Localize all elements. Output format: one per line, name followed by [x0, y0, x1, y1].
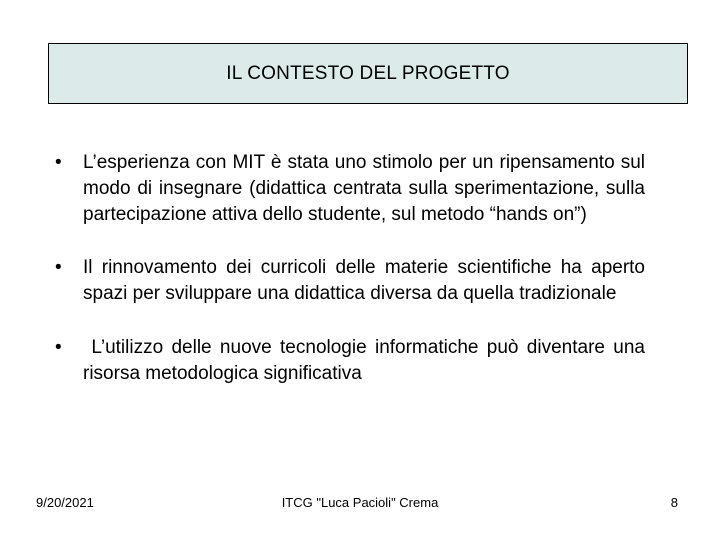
footer-organization: ITCG "Luca Pacioli" Crema [281, 495, 439, 510]
bullet-text: L’esperienza con MIT è stata uno stimolo per un ripensamento sul modo di insegnare (didattica centrata sulla sperimentazione, sulla partecipazione attiva dello studente, sul metodo “hands on”) [83, 152, 645, 225]
footer-date: 9/20/2021 [36, 495, 94, 510]
bullet-text: L’utilizzo delle nuove tecnologie informatiche può diventare una risorsa metodologica significativa [83, 337, 651, 384]
bullet-item [55, 335, 651, 387]
slide-title: IL CONTESTO DEL PROGETTO [226, 62, 510, 84]
bullet-icon: • [55, 337, 62, 358]
title-box [48, 43, 688, 104]
bullet-icon: • [55, 257, 62, 278]
bullet-item [55, 150, 645, 228]
bullet-icon: • [55, 152, 62, 173]
page-number: 8 [670, 495, 678, 510]
bullet-item [55, 255, 645, 307]
bullet-list [55, 150, 651, 387]
bullet-text: Il rinnovamento dei curricoli delle materie scientifiche ha aperto spazi per sviluppare una didattica diversa da quella tradizionale [83, 257, 645, 304]
